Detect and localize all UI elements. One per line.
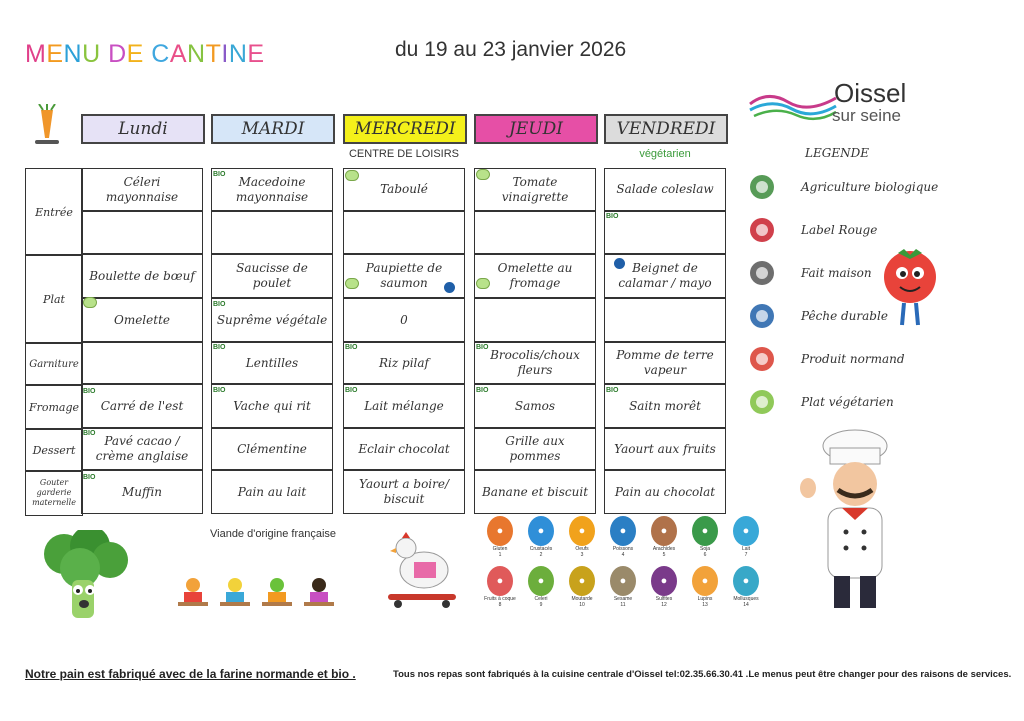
bio-tag-icon: BIO bbox=[345, 387, 358, 394]
day-header-2: MERCREDI bbox=[343, 114, 467, 144]
oissel-logo bbox=[748, 78, 928, 128]
row-label-gouter: Gouter garderie maternelle bbox=[25, 470, 83, 516]
menu-item-text: Yaourt aux fruits bbox=[614, 441, 716, 456]
bio-icon bbox=[745, 172, 779, 202]
bio-tag-icon: BIO bbox=[476, 387, 489, 394]
carrot-mascot-icon bbox=[33, 104, 61, 148]
menu-cell-jeudi-gouter bbox=[474, 470, 596, 514]
menu-cell-lundi-gouter bbox=[81, 470, 203, 514]
allergen-name: Crustacés bbox=[529, 546, 553, 552]
tomato-mascot-icon bbox=[880, 245, 940, 335]
title-letter: T bbox=[205, 40, 222, 68]
allergen-icon: ● bbox=[487, 516, 513, 546]
allergen-name: Poissons bbox=[612, 546, 634, 552]
vegetarian-leaf-icon bbox=[476, 278, 490, 289]
menu-cell-mardi-entree1 bbox=[211, 168, 333, 211]
logo-line1: Oissel bbox=[834, 78, 907, 108]
allergen-number: 6 bbox=[703, 552, 707, 558]
bio-tag-icon: BIO bbox=[213, 344, 226, 351]
menu-cell-vendredi-plat2 bbox=[604, 298, 726, 342]
menu-cell-mardi-dessert bbox=[211, 428, 333, 470]
menu-item-text: Pain au lait bbox=[237, 484, 307, 499]
day-header-1: MARDI bbox=[211, 114, 335, 144]
allergen-name: Sesame bbox=[613, 596, 633, 602]
allergen-item bbox=[607, 516, 639, 558]
allergen-icon: ● bbox=[610, 516, 636, 546]
menu-item-text: Lait mélange bbox=[364, 398, 444, 413]
allergen-icon: ● bbox=[733, 516, 759, 546]
menu-item-text: Yaourt a boire/ biscuit bbox=[358, 477, 450, 506]
peche-durable-icon bbox=[614, 258, 625, 269]
allergen-number: 10 bbox=[579, 602, 585, 608]
kid-icon bbox=[218, 576, 252, 610]
row-label-plat: Plat bbox=[25, 254, 83, 344]
menu-cell-jeudi-dessert bbox=[474, 428, 596, 470]
bio-tag-icon: BIO bbox=[83, 430, 96, 437]
peche-durable-icon bbox=[444, 282, 455, 293]
bio-tag-icon: BIO bbox=[345, 344, 358, 351]
allergen-icon: ● bbox=[610, 566, 636, 596]
title-letter: E bbox=[247, 40, 265, 68]
legend-label: Produit normand bbox=[801, 352, 905, 366]
title-letter: E bbox=[46, 40, 64, 68]
menu-item-text: Grille aux pommes bbox=[505, 434, 565, 463]
legend-item bbox=[745, 299, 1005, 333]
allergen-item bbox=[607, 566, 639, 608]
legend-item bbox=[745, 342, 1005, 376]
menu-item-text: Pomme de terre vapeur bbox=[616, 348, 714, 377]
logo-line2: sur seine bbox=[832, 106, 901, 125]
menu-cell-jeudi-fromage bbox=[474, 384, 596, 428]
menu-cell-mercredi-plat2 bbox=[343, 298, 465, 342]
allergen-number: 7 bbox=[744, 552, 748, 558]
menu-cell-mardi-gouter bbox=[211, 470, 333, 514]
bio-tag-icon: BIO bbox=[476, 344, 489, 351]
viande-note: Viande d'origine française bbox=[210, 528, 337, 540]
legend-label: Agriculture biologique bbox=[801, 180, 939, 194]
allergen-name: Fruits à coque bbox=[484, 596, 516, 602]
allergen-name: Lait bbox=[741, 546, 751, 552]
menu-item-text: Macedoine mayonnaise bbox=[235, 174, 309, 204]
legend-title: LEGENDE bbox=[805, 146, 869, 160]
kid-icon bbox=[302, 576, 336, 610]
menu-cell-lundi-fromage bbox=[81, 384, 203, 428]
menu-item-text: Clémentine bbox=[237, 441, 307, 456]
menu-cell-mardi-entree2 bbox=[211, 211, 333, 254]
allergen-icon: ● bbox=[733, 566, 759, 596]
menu-item-text: Carré de l'est bbox=[100, 398, 184, 413]
allergen-number: 1 bbox=[498, 552, 502, 558]
legend-label: Plat végétarien bbox=[801, 395, 894, 409]
allergen-icon: ● bbox=[692, 516, 718, 546]
menu-cell-jeudi-plat1 bbox=[474, 254, 596, 298]
menu-item-text: Omelette bbox=[113, 312, 170, 327]
menu-item-text: Riz pilaf bbox=[379, 355, 429, 370]
menu-item-text: Saucisse de poulet bbox=[236, 261, 308, 290]
allergen-item bbox=[730, 566, 762, 608]
allergen-icon: ● bbox=[528, 566, 554, 596]
menu-cell-vendredi-dessert bbox=[604, 428, 726, 470]
wave-icon bbox=[748, 82, 838, 122]
title-letter bbox=[101, 40, 108, 69]
menu-cell-vendredi-fromage bbox=[604, 384, 726, 428]
allergen-name: Gluten bbox=[492, 546, 508, 552]
chicken-mascot-icon bbox=[384, 528, 460, 610]
menu-item-text: Céleri mayonnaise bbox=[105, 174, 179, 204]
footer-kitchen-note: Tous nos repas sont fabriqués à la cuisine centrale d'Oissel tel:02.35.66.30.41 .Le menus peut être changer pour des raisons de services. bbox=[393, 669, 1012, 680]
menu-cell-mercredi-entree1 bbox=[343, 168, 465, 211]
legend-item bbox=[745, 385, 1005, 419]
allergen-icon: ● bbox=[651, 516, 677, 546]
menu-cell-vendredi-garniture bbox=[604, 342, 726, 384]
menu-cell-jeudi-entree2 bbox=[474, 211, 596, 254]
allergen-number: 11 bbox=[620, 602, 626, 608]
menu-item-text: Banane et biscuit bbox=[481, 484, 589, 499]
legend-label: Label Rouge bbox=[801, 223, 878, 237]
bio-tag-icon: BIO bbox=[213, 171, 226, 178]
allergen-icon: ● bbox=[692, 566, 718, 596]
menu-item-text: Suprême végétale bbox=[216, 312, 328, 327]
menu-item-text: Omelette au fromage bbox=[497, 261, 573, 290]
allergen-item bbox=[689, 566, 721, 608]
menu-item-text: Pavé cacao / crème anglaise bbox=[95, 434, 189, 463]
title-letter: M bbox=[25, 40, 47, 68]
menu-cell-vendredi-entree1 bbox=[604, 168, 726, 211]
allergen-item bbox=[689, 516, 721, 558]
broccoli-mascot-icon bbox=[40, 530, 130, 622]
allergen-number: 8 bbox=[498, 602, 502, 608]
menu-item-text: Muffin bbox=[121, 484, 163, 499]
allergen-item bbox=[648, 516, 680, 558]
allergen-icon: ● bbox=[651, 566, 677, 596]
menu-cell-vendredi-entree2 bbox=[604, 211, 726, 254]
menu-item-text: Taboulé bbox=[380, 182, 428, 196]
legend-label: Pêche durable bbox=[801, 309, 888, 323]
allergen-icon: ● bbox=[569, 516, 595, 546]
allergen-icon: ● bbox=[528, 516, 554, 546]
allergen-item bbox=[525, 566, 557, 608]
title-letter: I bbox=[221, 40, 229, 68]
allergen-number: 2 bbox=[539, 552, 543, 558]
menu-cell-lundi-entree2 bbox=[81, 211, 203, 254]
allergen-number: 3 bbox=[580, 552, 584, 558]
produit-normand-icon bbox=[745, 344, 779, 374]
bio-tag-icon: BIO bbox=[606, 213, 619, 220]
menu-item-text: Lentilles bbox=[245, 355, 299, 370]
fait-maison-icon bbox=[745, 258, 779, 288]
title-letter bbox=[144, 40, 151, 69]
menu-cell-mardi-fromage bbox=[211, 384, 333, 428]
plat-vegetarien-icon bbox=[745, 387, 779, 417]
menu-cell-mardi-garniture bbox=[211, 342, 333, 384]
allergen-item bbox=[648, 566, 680, 608]
allergen-number: 4 bbox=[621, 552, 625, 558]
menu-cell-mardi-plat2 bbox=[211, 298, 333, 342]
menu-cell-lundi-dessert bbox=[81, 428, 203, 470]
title-letter: N bbox=[187, 40, 206, 68]
kid-icon bbox=[260, 576, 294, 610]
allergen-item bbox=[566, 516, 598, 558]
bio-tag-icon: BIO bbox=[606, 387, 619, 394]
allergen-grid bbox=[484, 516, 774, 608]
allergen-name: Celeri bbox=[534, 596, 548, 602]
allergen-name: Soja bbox=[699, 546, 710, 552]
allergen-name: Mollusques bbox=[733, 596, 759, 602]
day-subtitle-4: végétarien bbox=[639, 148, 691, 160]
vegetarian-leaf-icon bbox=[345, 278, 359, 289]
menu-item-text: Paupiette de saumon bbox=[365, 261, 443, 290]
allergen-name: Lupins bbox=[697, 596, 713, 602]
menu-item-text: Salade coleslaw bbox=[616, 182, 714, 196]
allergen-number: 12 bbox=[661, 602, 667, 608]
chef-mascot-icon bbox=[790, 428, 920, 618]
title-letter: E bbox=[126, 40, 144, 68]
bio-tag-icon: BIO bbox=[83, 388, 96, 395]
title-letter: U bbox=[82, 40, 101, 68]
allergen-name: Arachides bbox=[652, 546, 676, 552]
legend-item bbox=[745, 170, 1005, 204]
allergen-icon: ● bbox=[569, 566, 595, 596]
row-label-entree: Entrée bbox=[25, 168, 83, 256]
kids-illustration bbox=[176, 576, 336, 610]
allergen-item bbox=[484, 566, 516, 608]
row-label-fromage: Fromage bbox=[25, 384, 83, 430]
menu-item-text: Boulette de bœuf bbox=[89, 268, 195, 283]
allergen-number: 13 bbox=[702, 602, 708, 608]
menu-cell-jeudi-entree1 bbox=[474, 168, 596, 211]
legend-item bbox=[745, 213, 1005, 247]
title-letter: D bbox=[108, 40, 127, 68]
menu-item-text: Brocolis/choux fleurs bbox=[490, 348, 580, 377]
menu-cell-mercredi-gouter bbox=[343, 470, 465, 514]
allergen-number: 14 bbox=[743, 602, 749, 608]
allergen-name: Oeufs bbox=[575, 546, 589, 552]
allergen-item bbox=[525, 516, 557, 558]
menu-cell-mercredi-garniture bbox=[343, 342, 465, 384]
day-header-4: VENDREDI bbox=[604, 114, 728, 144]
vegetarian-leaf-icon bbox=[83, 297, 97, 308]
row-label-garniture: Garniture bbox=[25, 342, 83, 386]
menu-item-text: Samos bbox=[514, 398, 556, 413]
page-title bbox=[25, 40, 265, 69]
menu-item-text: Pain au chocolat bbox=[614, 484, 716, 499]
vegetarian-leaf-icon bbox=[345, 170, 359, 181]
allergen-item bbox=[484, 516, 516, 558]
bio-tag-icon: BIO bbox=[83, 474, 96, 481]
menu-item-text: 0 bbox=[400, 312, 408, 327]
title-letter: N bbox=[228, 40, 248, 68]
menu-cell-vendredi-gouter bbox=[604, 470, 726, 514]
menu-cell-jeudi-garniture bbox=[474, 342, 596, 384]
allergen-name: Moutarde bbox=[571, 596, 593, 602]
menu-dates: du 19 au 23 janvier 2026 bbox=[395, 38, 627, 61]
menu-item-text: Saitn morêt bbox=[629, 398, 701, 413]
day-header-3: JEUDI bbox=[474, 114, 598, 144]
menu-cell-jeudi-plat2 bbox=[474, 298, 596, 342]
allergen-item bbox=[566, 566, 598, 608]
bio-tag-icon: BIO bbox=[213, 301, 226, 308]
menu-cell-lundi-plat1 bbox=[81, 254, 203, 298]
title-letter: A bbox=[169, 40, 188, 68]
peche-durable-icon bbox=[745, 301, 779, 331]
menu-item-text: Vache qui rit bbox=[233, 398, 311, 413]
menu-cell-mercredi-entree2 bbox=[343, 211, 465, 254]
vegetarian-leaf-icon bbox=[476, 169, 490, 180]
allergen-item bbox=[730, 516, 762, 558]
row-label-dessert: Dessert bbox=[25, 428, 83, 472]
title-letter: N bbox=[63, 40, 83, 68]
legend-item bbox=[745, 256, 1005, 290]
label-rouge-icon bbox=[745, 215, 779, 245]
day-subtitle-2: CENTRE DE LOISIRS bbox=[348, 148, 460, 160]
day-header-0: Lundi bbox=[81, 114, 205, 144]
footer-bread-note: Notre pain est fabriqué avec de la farine normande et bio . bbox=[25, 667, 356, 681]
legend-label: Fait maison bbox=[801, 266, 872, 280]
menu-item-text: Tomate vinaigrette bbox=[501, 174, 569, 204]
menu-cell-lundi-entree1 bbox=[81, 168, 203, 211]
menu-item-text: Eclair chocolat bbox=[358, 441, 450, 456]
bio-tag-icon: BIO bbox=[213, 387, 226, 394]
menu-item-text: Beignet de calamar / mayo bbox=[618, 261, 712, 290]
allergen-number: 9 bbox=[539, 602, 543, 608]
menu-cell-mercredi-fromage bbox=[343, 384, 465, 428]
menu-cell-mercredi-dessert bbox=[343, 428, 465, 470]
allergen-name: Sulfites bbox=[655, 596, 673, 602]
menu-cell-lundi-garniture bbox=[81, 342, 203, 384]
allergen-number: 5 bbox=[662, 552, 666, 558]
kid-icon bbox=[176, 576, 210, 610]
menu-cell-lundi-plat2 bbox=[81, 298, 203, 342]
menu-cell-mardi-plat1 bbox=[211, 254, 333, 298]
allergen-icon: ● bbox=[487, 566, 513, 596]
title-letter: C bbox=[151, 40, 170, 68]
